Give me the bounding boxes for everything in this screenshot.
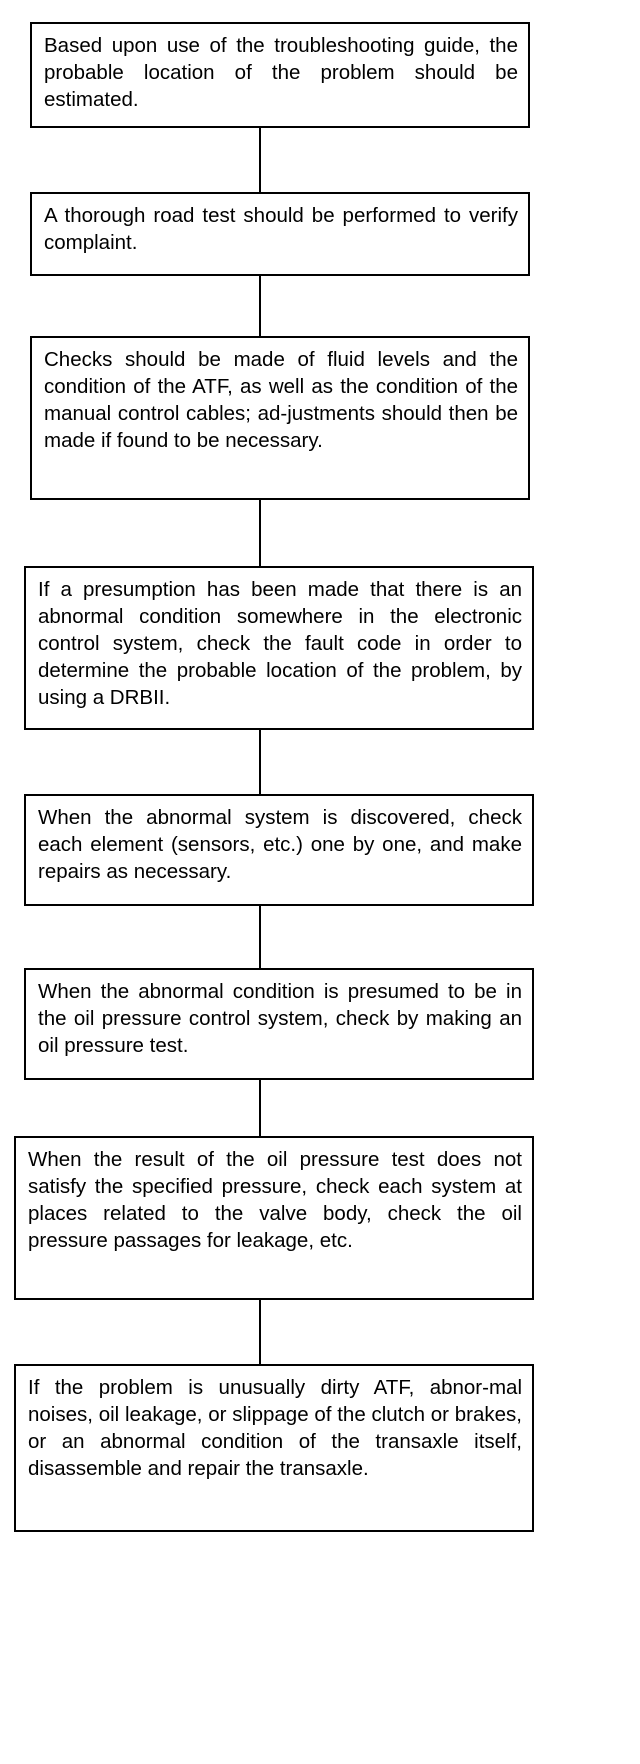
flow-step-6: When the abnormal condition is presumed to be in the oil pressure control system, check by making an oil pressure test. (24, 968, 534, 1080)
flow-step-3: Checks should be made of fluid levels and the condition of the ATF, as well as the condition of the manual control cables; ad-justments should then be made if found to be necessary. (30, 336, 530, 500)
flow-connector-1 (259, 128, 261, 192)
flow-step-1: Based upon use of the troubleshooting guide, the probable location of the problem should be estimated. (30, 22, 530, 128)
flow-step-5: When the abnormal system is discovered, check each element (sensors, etc.) one by one, and make repairs as necessary. (24, 794, 534, 906)
flow-connector-6 (259, 1080, 261, 1136)
flow-step-7: When the result of the oil pressure test does not satisfy the specified pressure, check each system at places related to the valve body, check the oil pressure passages for leakage, etc. (14, 1136, 534, 1300)
flow-connector-2 (259, 276, 261, 336)
flow-connector-4 (259, 730, 261, 794)
flow-connector-5 (259, 906, 261, 968)
flow-step-8: If the problem is unusually dirty ATF, abnor-mal noises, oil leakage, or slippage of the clutch or brakes, or an abnormal condition of the transaxle itself, disassemble and repair the transaxle. (14, 1364, 534, 1532)
flow-connector-7 (259, 1300, 261, 1364)
flow-step-4: If a presumption has been made that there is an abnormal condition somewhere in the electronic control system, check the fault code in order to determine the probable location of the problem, by using a DRBII. (24, 566, 534, 730)
flow-connector-3 (259, 500, 261, 566)
flow-step-2: A thorough road test should be performed to verify complaint. (30, 192, 530, 276)
